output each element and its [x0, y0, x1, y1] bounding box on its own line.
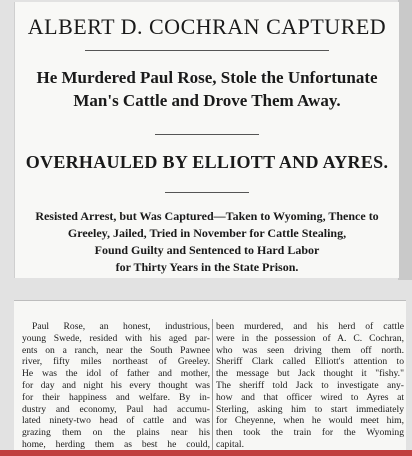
body-line: then took the train for the Wyoming [216, 427, 404, 439]
section-rule [165, 192, 249, 193]
headline-main: ALBERT D. COCHRAN CAPTURED [27, 14, 387, 39]
body-line: were in the possession of A. C. Cochran, [216, 332, 404, 344]
body-column-right [216, 321, 404, 451]
body-line: river, fifty miles northeast of Greeley. [22, 356, 210, 368]
body-line: the message but Jack thought it "fishy." [216, 368, 404, 380]
body-line: The sheriff told Jack to investigate any- [216, 379, 404, 391]
body-line: Sterling, asking him to start immediately [216, 403, 404, 415]
headline-clipping [14, 2, 399, 278]
body-line: who was seen driving them off north. [216, 344, 404, 356]
body-column-left [22, 321, 210, 451]
body-line: young Swede, resided with his aged par- [22, 332, 210, 344]
body-line: capital. [216, 438, 244, 450]
body-line: home, herding them as best he could, [22, 438, 210, 450]
scan-border [0, 450, 412, 456]
subhead-rule [155, 134, 259, 135]
body-line: been murdered, and his herd of cattle [216, 321, 404, 332]
body-line: for their happiness and welfare. By in- [22, 391, 210, 403]
deck-line: for Thirty Years in the State Prison. [115, 260, 299, 274]
body-line: dustry and economy, Paul had accumu- [22, 403, 210, 415]
body-line: Sheriff Clark called Elliott's attention to [216, 356, 404, 368]
subhead-line-2: Man's Cattle and Drove Them Away. [73, 91, 341, 110]
body-line: lated ninety-two head of cattle and was [22, 415, 210, 427]
body-line: grazing them on the plains near his [22, 427, 210, 439]
body-line: Paul Rose, an honest, industrious, [32, 321, 210, 332]
subhead-line-1: He Murdered Paul Rose, Stole the Unfortunate [36, 68, 378, 87]
body-line: how and that officer wired to Ayres at [216, 391, 404, 403]
body-line: He was the idol of father and mother, [22, 368, 210, 380]
body-clipping [14, 300, 406, 453]
deck-line: Found Guilty and Sentenced to Hard Labor [94, 243, 320, 257]
column-divider [212, 319, 213, 453]
deck-line: Resisted Arrest, but Was Captured—Taken to Wyoming, Thence to [35, 209, 379, 223]
deck-line: Greeley, Jailed, Tried in November for Cattle Stealing, [67, 226, 347, 240]
body-line: for Cheyenne, when he would meet him, [216, 415, 404, 427]
section-head: OVERHAULED BY ELLIOTT AND AYRES. [25, 152, 389, 172]
scan-edge [398, 0, 412, 280]
body-line: for day and night his every thought was [22, 379, 210, 391]
body-line: ents on a ranch, near the South Pawnee [22, 344, 210, 356]
headline-rule [85, 50, 329, 51]
